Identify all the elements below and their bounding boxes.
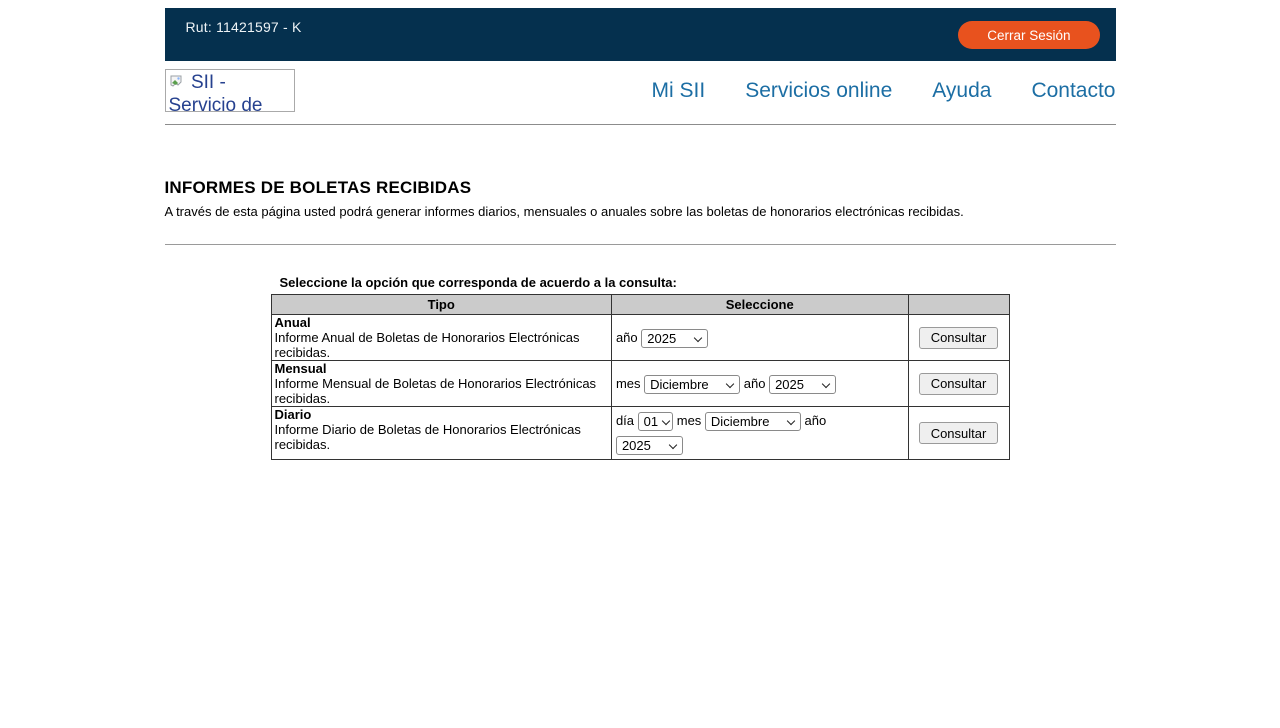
nav-servicios-online[interactable]: Servicios online — [745, 78, 893, 102]
diario-description: Informe Diario de Boletas de Honorarios Electrónicas recibidas. — [274, 422, 581, 452]
diario-year-label: año — [804, 413, 827, 428]
nav-contacto[interactable]: Contacto — [1031, 78, 1116, 102]
diario-day-select[interactable] — [638, 412, 673, 431]
main-nav — [652, 79, 1116, 103]
diario-consultar-button[interactable]: Consultar — [919, 422, 999, 444]
header-tipo: Tipo — [271, 295, 611, 315]
diario-year-value: 2025 — [621, 438, 651, 454]
mensual-description: Informe Mensual de Boletas de Honorarios Electrónicas recibidas. — [274, 376, 597, 406]
diario-month-label: mes — [676, 413, 702, 428]
diario-year-select[interactable] — [616, 436, 683, 455]
mensual-consultar-button[interactable]: Consultar — [919, 373, 999, 395]
table-header-row — [271, 295, 1009, 315]
site-header — [165, 61, 1116, 125]
diario-month-select[interactable] — [705, 412, 801, 431]
anual-select-cell — [611, 315, 908, 361]
anual-type-label: Anual — [274, 315, 311, 330]
mensual-month-select[interactable] — [644, 375, 740, 394]
diario-day-label: día — [615, 413, 635, 428]
anual-year-label: año — [615, 329, 638, 345]
diario-tipo-cell — [271, 407, 611, 460]
diario-button-cell — [908, 407, 1009, 460]
logout-button[interactable]: Cerrar Sesión — [958, 21, 1099, 49]
diario-select-cell — [611, 407, 908, 460]
page-container — [165, 8, 1116, 460]
mensual-type-label: Mensual — [274, 361, 327, 376]
anual-consultar-button[interactable]: Consultar — [919, 327, 999, 349]
diario-month-value: Diciembre — [710, 414, 770, 430]
mensual-button-cell — [908, 361, 1009, 407]
topbar — [165, 8, 1116, 61]
table-row-mensual — [271, 361, 1009, 407]
mensual-year-select[interactable] — [769, 375, 836, 394]
anual-year-select[interactable] — [641, 329, 708, 348]
mensual-tipo-cell — [271, 361, 611, 407]
consulta-table — [271, 294, 1010, 460]
nav-ayuda[interactable]: Ayuda — [932, 78, 992, 102]
diario-day-value: 01 — [643, 414, 659, 430]
consulta-section — [165, 275, 1116, 460]
diario-type-label: Diario — [274, 407, 312, 422]
broken-image-icon — [169, 74, 185, 95]
divider — [165, 244, 1116, 245]
page-title: INFORMES DE BOLETAS RECIBIDAS — [164, 178, 472, 197]
header-accion — [908, 295, 1009, 315]
anual-year-value: 2025 — [647, 330, 677, 346]
table-row-diario — [271, 407, 1009, 460]
logo-alt-text: SII - Servicio de — [168, 72, 263, 112]
main-content — [165, 178, 1116, 460]
header-seleccione: Seleccione — [611, 295, 908, 315]
rut-label: Rut: 11421597 - K — [185, 19, 302, 35]
nav-mi-sii[interactable]: Mi SII — [651, 78, 706, 102]
mensual-year-value: 2025 — [775, 376, 804, 392]
mensual-month-value: Diciembre — [650, 376, 709, 392]
anual-tipo-cell — [271, 315, 611, 361]
mensual-year-label: año — [743, 375, 766, 391]
table-row-anual — [271, 315, 1009, 361]
sii-logo-broken-image[interactable] — [165, 69, 295, 112]
table-caption: Seleccione la opción que corresponda de acuerdo a la consulta: — [279, 275, 677, 290]
page-description: A través de esta página usted podrá generar informes diarios, mensuales o anuales sobre las boletas de honorarios electrónicas recibidas. — [164, 204, 964, 219]
mensual-select-cell — [611, 361, 908, 407]
mensual-month-label: mes — [615, 375, 641, 391]
anual-button-cell — [908, 315, 1009, 361]
anual-description: Informe Anual de Boletas de Honorarios Electrónicas recibidas. — [274, 330, 580, 360]
